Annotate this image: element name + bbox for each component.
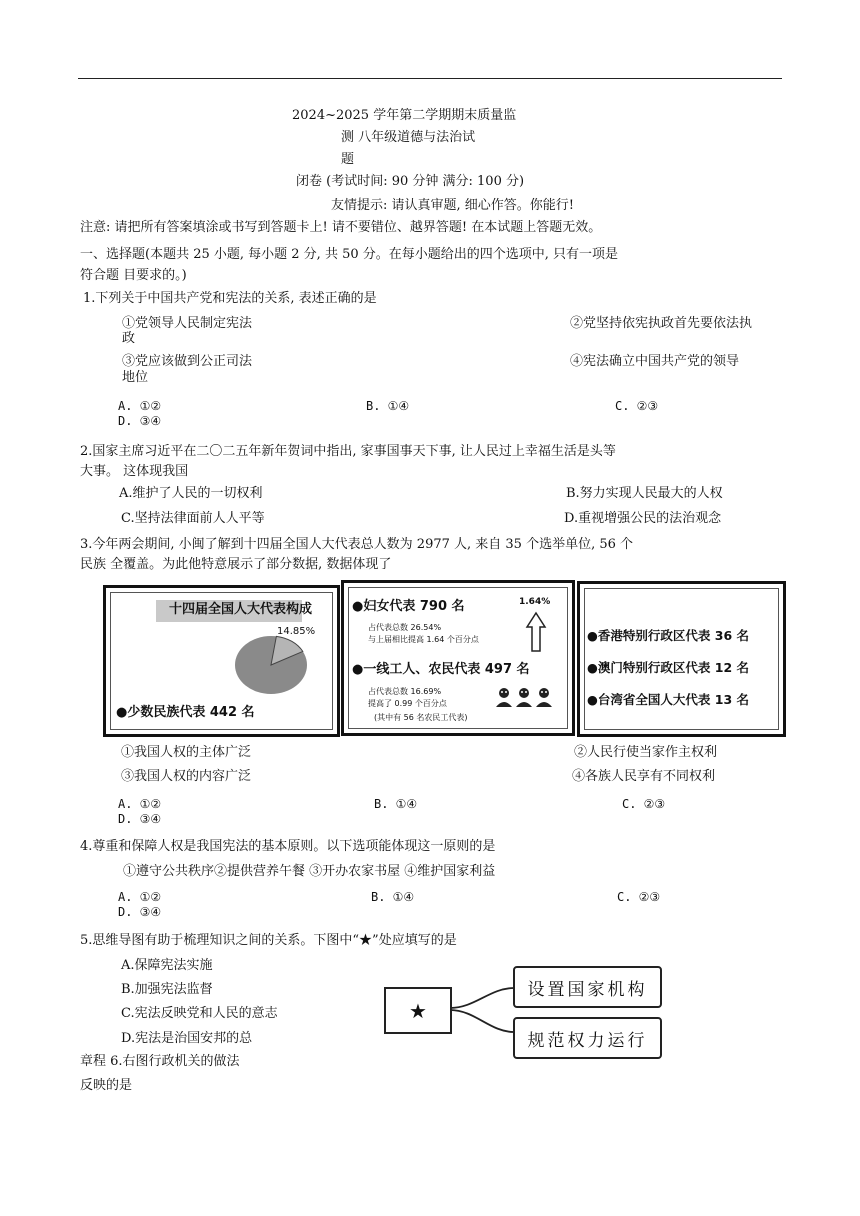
q3-stem: 3.今年两会期间, 小闽了解到十四届全国人大代表总人数为 2977 人, 来自 35 个选举单位, 56 个 xyxy=(80,537,634,552)
mind-map-connectors xyxy=(450,980,520,1040)
q1-option-a[interactable]: A. ①② xyxy=(118,399,162,413)
women-detail-2: 与上届相比提高 1.64 个百分点 xyxy=(368,635,479,644)
minority-deputies: ●少数民族代表 442 名 xyxy=(116,705,255,720)
q1-statement-3: ③党应该做到公正司法 xyxy=(122,354,253,369)
q5-stem: 5.思维导图有助于梳理知识之间的关系。下图中“★”处应填写的是 xyxy=(80,933,457,948)
exam-title-line2: 测 八年级道德与法治试 xyxy=(341,130,476,145)
friendly-tip: 友情提示: 请认真审题, 细心作答。你能行! xyxy=(331,198,575,213)
panel1-title: 十四届全国人大代表构成 xyxy=(169,602,313,617)
q3-option-a[interactable]: A. ①② xyxy=(118,797,162,811)
q2-option-c[interactable]: C.坚持法律面前人人平等 xyxy=(121,511,265,526)
q3-option-c[interactable]: C. ②③ xyxy=(622,797,666,811)
q1-statement-4-cont: 地位 xyxy=(122,370,149,385)
q1-option-d[interactable]: D. ③④ xyxy=(118,414,162,428)
q4-option-b[interactable]: B. ①④ xyxy=(371,890,415,904)
q1-stem: 1.下列关于中国共产党和宪法的关系, 表述正确的是 xyxy=(83,291,377,306)
q1-statement-1: ①党领导人民制定宪法 xyxy=(122,316,253,331)
q1-statement-2-cont: 政 xyxy=(122,331,136,346)
q3-option-b[interactable]: B. ①④ xyxy=(374,797,418,811)
taiwan-deputies: ●台湾省全国人大代表 13 名 xyxy=(587,692,750,707)
q3-stem-cont: 民族 全覆盖。为此他特意展示了部分数据, 数据体现了 xyxy=(80,557,392,572)
macau-deputies: ●澳门特别行政区代表 12 名 xyxy=(587,660,750,675)
q1-statement-4: ④宪法确立中国共产党的领导 xyxy=(570,354,740,369)
q3-statement-4: ④各族人民享有不同权利 xyxy=(572,769,716,784)
q1-option-c[interactable]: C. ②③ xyxy=(615,399,659,413)
q2-option-a[interactable]: A.维护了人民的一切权利 xyxy=(119,486,263,501)
q2-option-d[interactable]: D.重视增强公民的法治观念 xyxy=(564,511,722,526)
workers-detail-1: 占代表总数 16.69% xyxy=(368,687,442,696)
star-icon: ★ xyxy=(409,998,427,1023)
q4-option-c[interactable]: C. ②③ xyxy=(617,890,661,904)
q3-statement-1: ①我国人权的主体广泛 xyxy=(121,745,252,760)
q2-stem: 2.国家主席习近平在二〇二五年新年贺词中指出, 家事国事天下事, 让人民过上幸福生活是头等 xyxy=(80,444,616,459)
q4-statements: ①遵守公共秩序②提供营养午餐 ③开办农家书屋 ④维护国家利益 xyxy=(123,864,496,879)
q1-option-b[interactable]: B. ①④ xyxy=(366,399,410,413)
q5-option-b[interactable]: B.加强宪法监督 xyxy=(121,982,213,997)
q3-panel-women-workers xyxy=(341,580,575,736)
q5-option-c[interactable]: C.宪法反映党和人民的意志 xyxy=(121,1006,278,1021)
up-arrow-icon xyxy=(525,611,547,653)
pie-percentage-label: 14.85% xyxy=(277,626,316,637)
workers-detail-3: (其中有 56 名农民工代表) xyxy=(374,713,468,722)
worker-farmer-deputies: ●一线工人、农民代表 497 名 xyxy=(352,662,530,677)
mind-map-box-label: 设置国家机构 xyxy=(527,979,648,1000)
q2-option-b[interactable]: B.努力实现人民最大的人权 xyxy=(566,486,723,501)
exam-title-line1: 2024~2025 学年第二学期期末质量监 xyxy=(292,108,517,123)
composition-pie-chart xyxy=(226,628,316,698)
mind-map-box-regulate-power xyxy=(513,1017,662,1059)
top-rule xyxy=(78,78,782,79)
q2-stem-cont: 大事。 这体现我国 xyxy=(80,464,189,479)
q5-option-d[interactable]: D.宪法是治国安邦的总 xyxy=(121,1031,253,1046)
panel-inner-border xyxy=(584,588,779,730)
q5-option-a[interactable]: A.保障宪法实施 xyxy=(121,958,213,973)
q6-stem: 章程 6.右图行政机关的做法 xyxy=(80,1054,240,1069)
mind-map-box-label: 规范权力运行 xyxy=(527,1030,648,1051)
q3-statement-2: ②人民行使当家作主权利 xyxy=(574,745,718,760)
exam-info: 闭卷 (考试时间: 90 分钟 满分: 100 分) xyxy=(296,174,525,189)
q3-option-d[interactable]: D. ③④ xyxy=(118,812,162,826)
q1-statement-2: ②党坚持依宪执政首先要依法执 xyxy=(570,316,753,331)
women-detail-1: 占代表总数 26.54% xyxy=(368,623,442,632)
people-icon xyxy=(494,686,554,708)
q3-panel-regions xyxy=(577,581,786,737)
q6-stem-cont: 反映的是 xyxy=(80,1078,133,1093)
mind-map-box-set-up-organs xyxy=(513,966,662,1008)
mind-map-star-box xyxy=(384,987,452,1034)
q3-statement-3: ③我国人权的内容广泛 xyxy=(121,769,252,784)
increase-label: 1.64% xyxy=(519,597,551,607)
hong-kong-deputies: ●香港特别行政区代表 36 名 xyxy=(587,628,750,643)
notice: 注意: 请把所有答案填涂或书写到答题卡上! 请不要错位、越界答题! 在本试题上答题无效。 xyxy=(80,220,602,235)
section-heading-cont: 符合题 目要求的。) xyxy=(80,268,187,283)
section-heading: 一、选择题(本题共 25 小题, 每小题 2 分, 共 50 分。在每小题给出的四个选项中, 只有一项是 xyxy=(80,247,619,262)
q4-stem: 4.尊重和保障人权是我国宪法的基本原则。以下选项能体现这一原则的是 xyxy=(80,839,496,854)
q4-option-a[interactable]: A. ①② xyxy=(118,890,162,904)
q4-option-d[interactable]: D. ③④ xyxy=(118,905,162,919)
workers-detail-2: 提高了 0.99 个百分点 xyxy=(368,699,447,708)
q3-panel-composition xyxy=(103,585,340,737)
exam-title-line3: 题 xyxy=(341,152,355,167)
women-deputies: ●妇女代表 790 名 xyxy=(352,599,465,614)
